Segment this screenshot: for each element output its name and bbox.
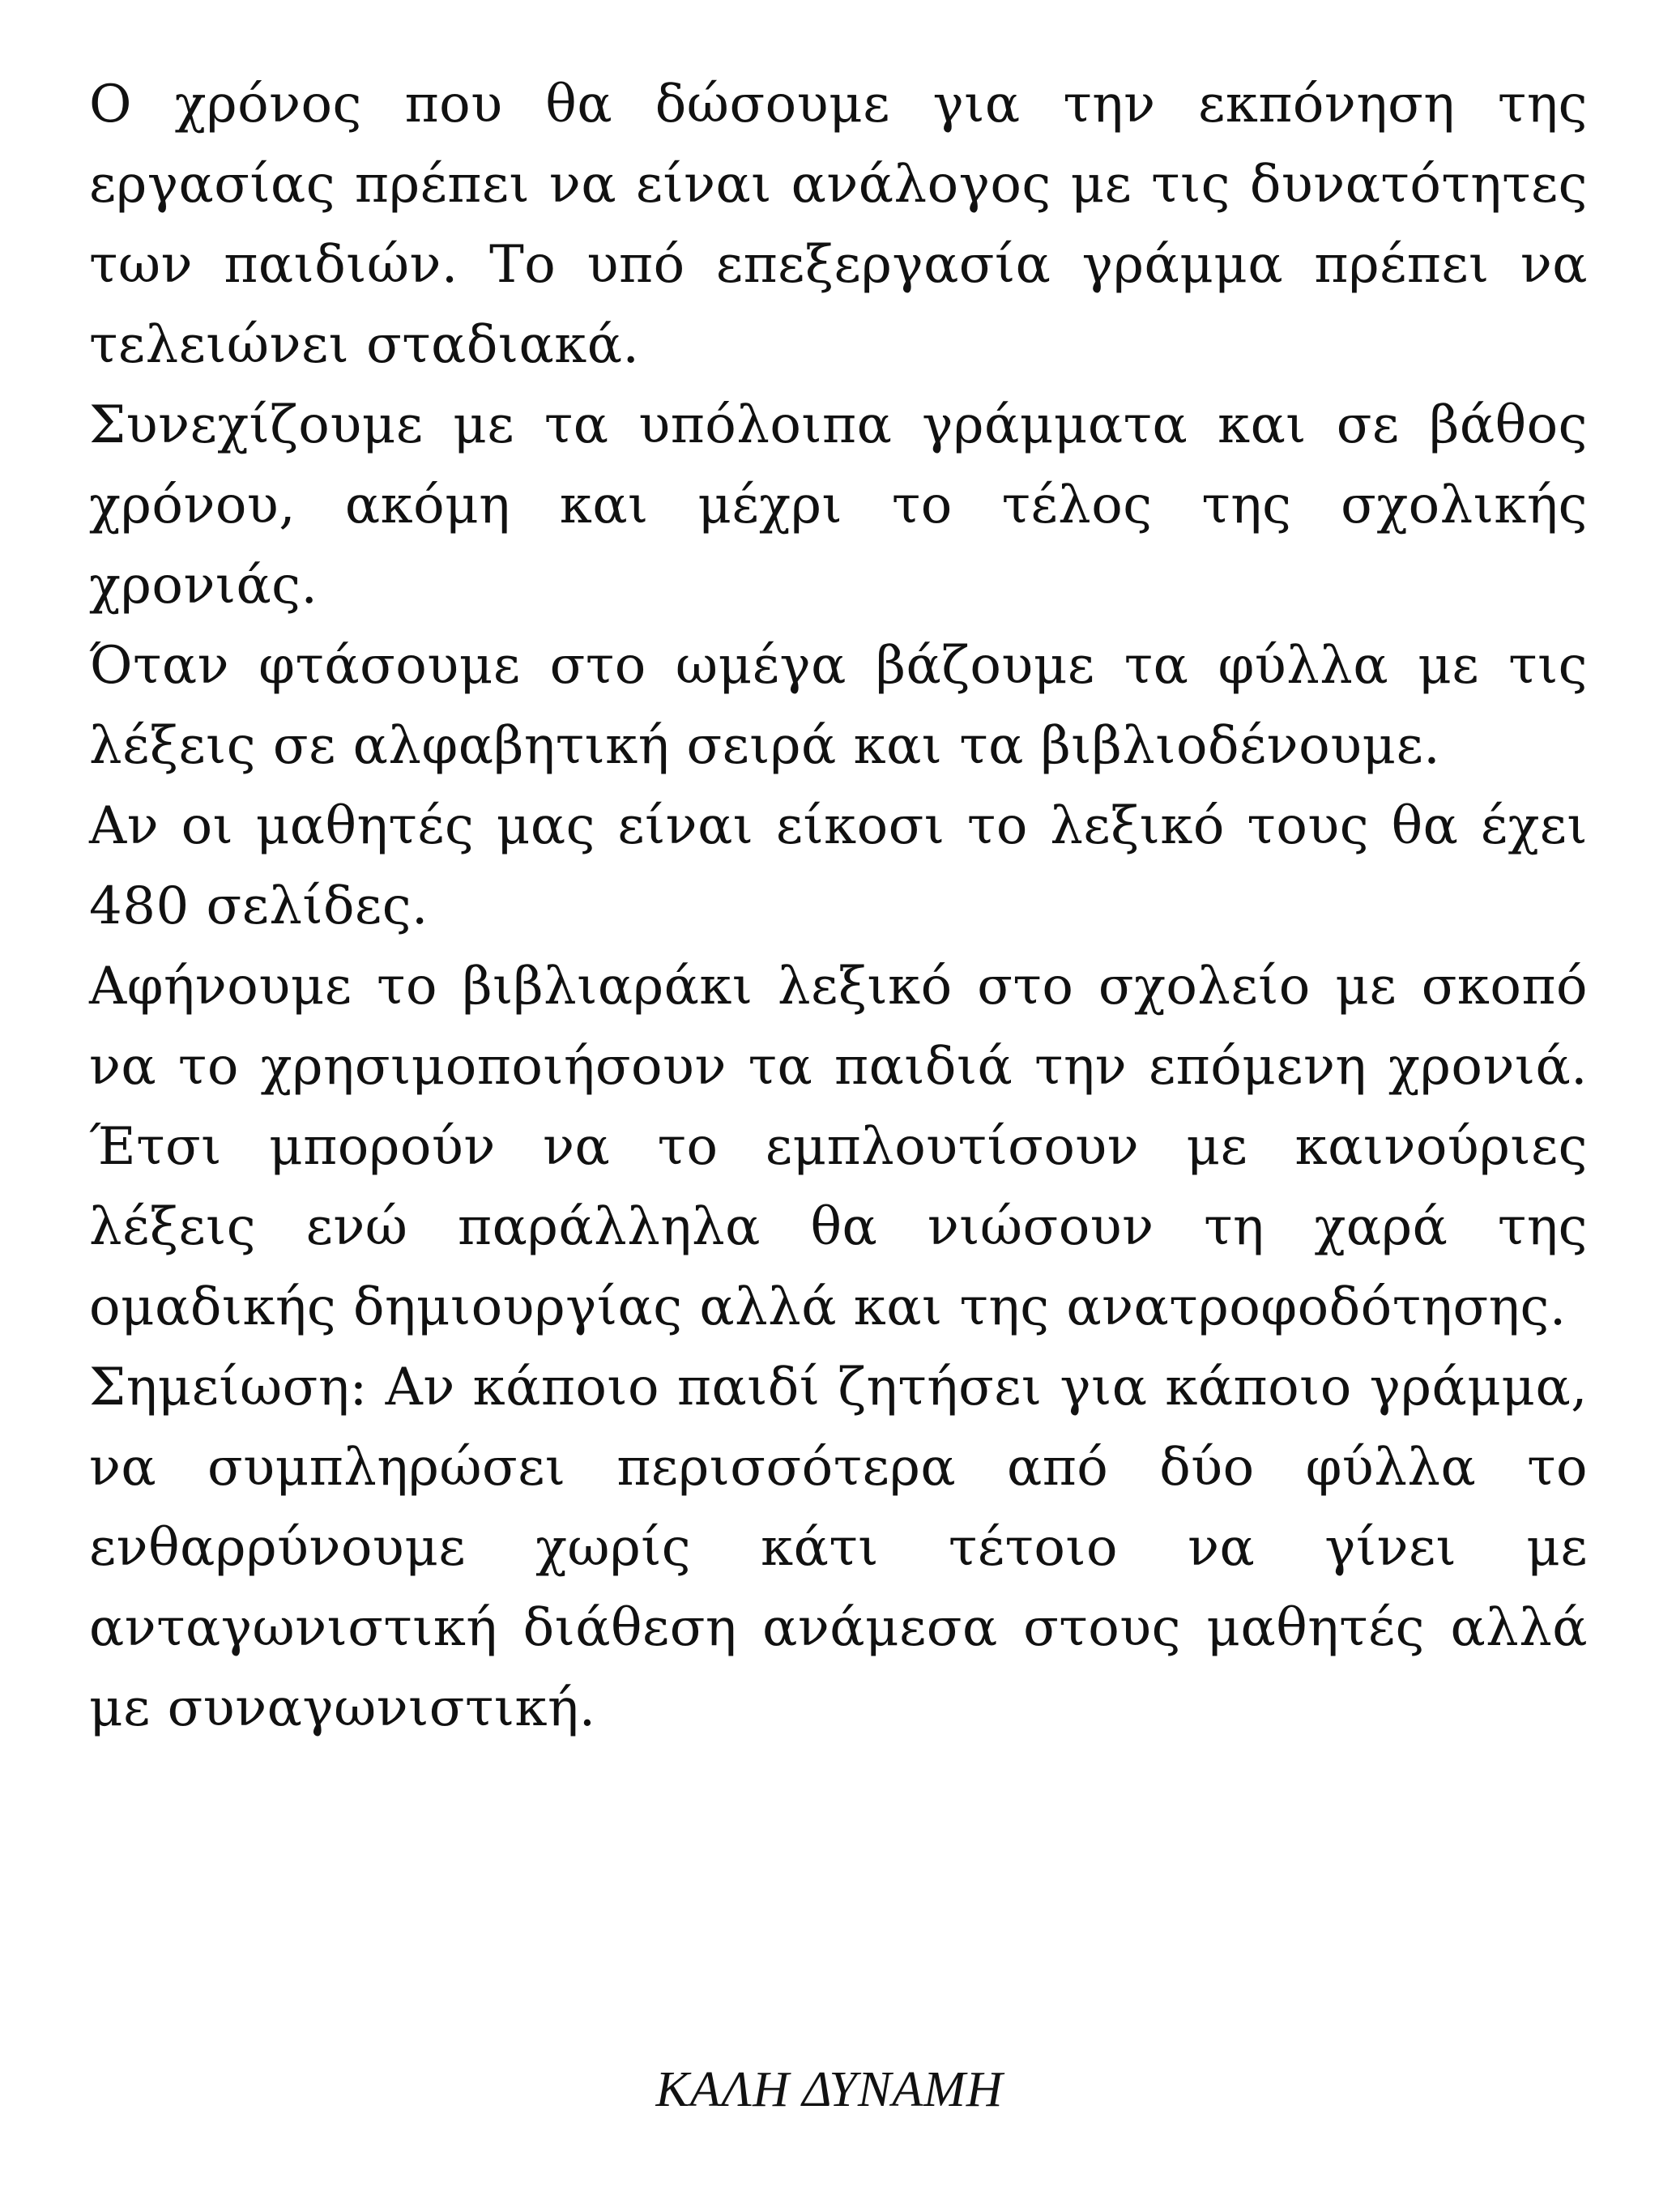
paragraph-time-allocation: Ο χρόνος που θα δώσουμε για την εκπόνηση της εργασίας πρέπει να είναι ανάλογος με τις δυνατότητες των παιδιών. Το υπό επεξεργασία γράμμα πρέπει να τελειώνει σταδιακά. — [89, 75, 1588, 375]
paragraph-leave-dictionary: Αφήνουμε το βιβλιαράκι λεξικό στο σχολείο με σκοπό να το χρησιμοποιήσουν τα παιδιά την επόμενη χρονιά. Έτσι μπορούν να το εμπλουτίσουν με καινούριες λέξεις ενώ παράλληλα θα νιώσουν τη χαρά της ομαδικής δημιουργίας αλλά και της ανατροφοδότησης. — [89, 957, 1588, 1337]
paragraph-continue-letters: Συνεχίζουμε με τα υπόλοιπα γράμματα και σε βάθος χρόνου, ακόμη και μέχρι το τέλος της σχολικής χρονιάς. — [89, 395, 1588, 616]
paragraph-page-count: Αν οι μαθητές μας είναι είκοσι το λεξικό τους θα έχει 480 σελίδες. — [89, 796, 1588, 936]
paragraph-note: Σημείωση: Αν κάποιο παιδί ζητήσει για κάποιο γράμμα, να συμπληρώσει περισσότερα από δύο φύλλα το ενθαρρύνουμε χωρίς κάτι τέτοιο να γίνει με ανταγωνιστική διάθεση ανάμεσα στους μαθητές αλλά με συναγωνιστική. — [89, 1357, 1588, 1738]
paragraph-omega-binding: Όταν φτάσουμε στο ωμέγα βάζουμε τα φύλλα με τις λέξεις σε αλφαβητική σειρά και τα βιβλιοδένουμε. — [89, 636, 1588, 776]
body-text — [89, 65, 1588, 1749]
closing-signoff: ΚΑΛΗ ΔΥΝΑΜΗ — [655, 2062, 1004, 2117]
